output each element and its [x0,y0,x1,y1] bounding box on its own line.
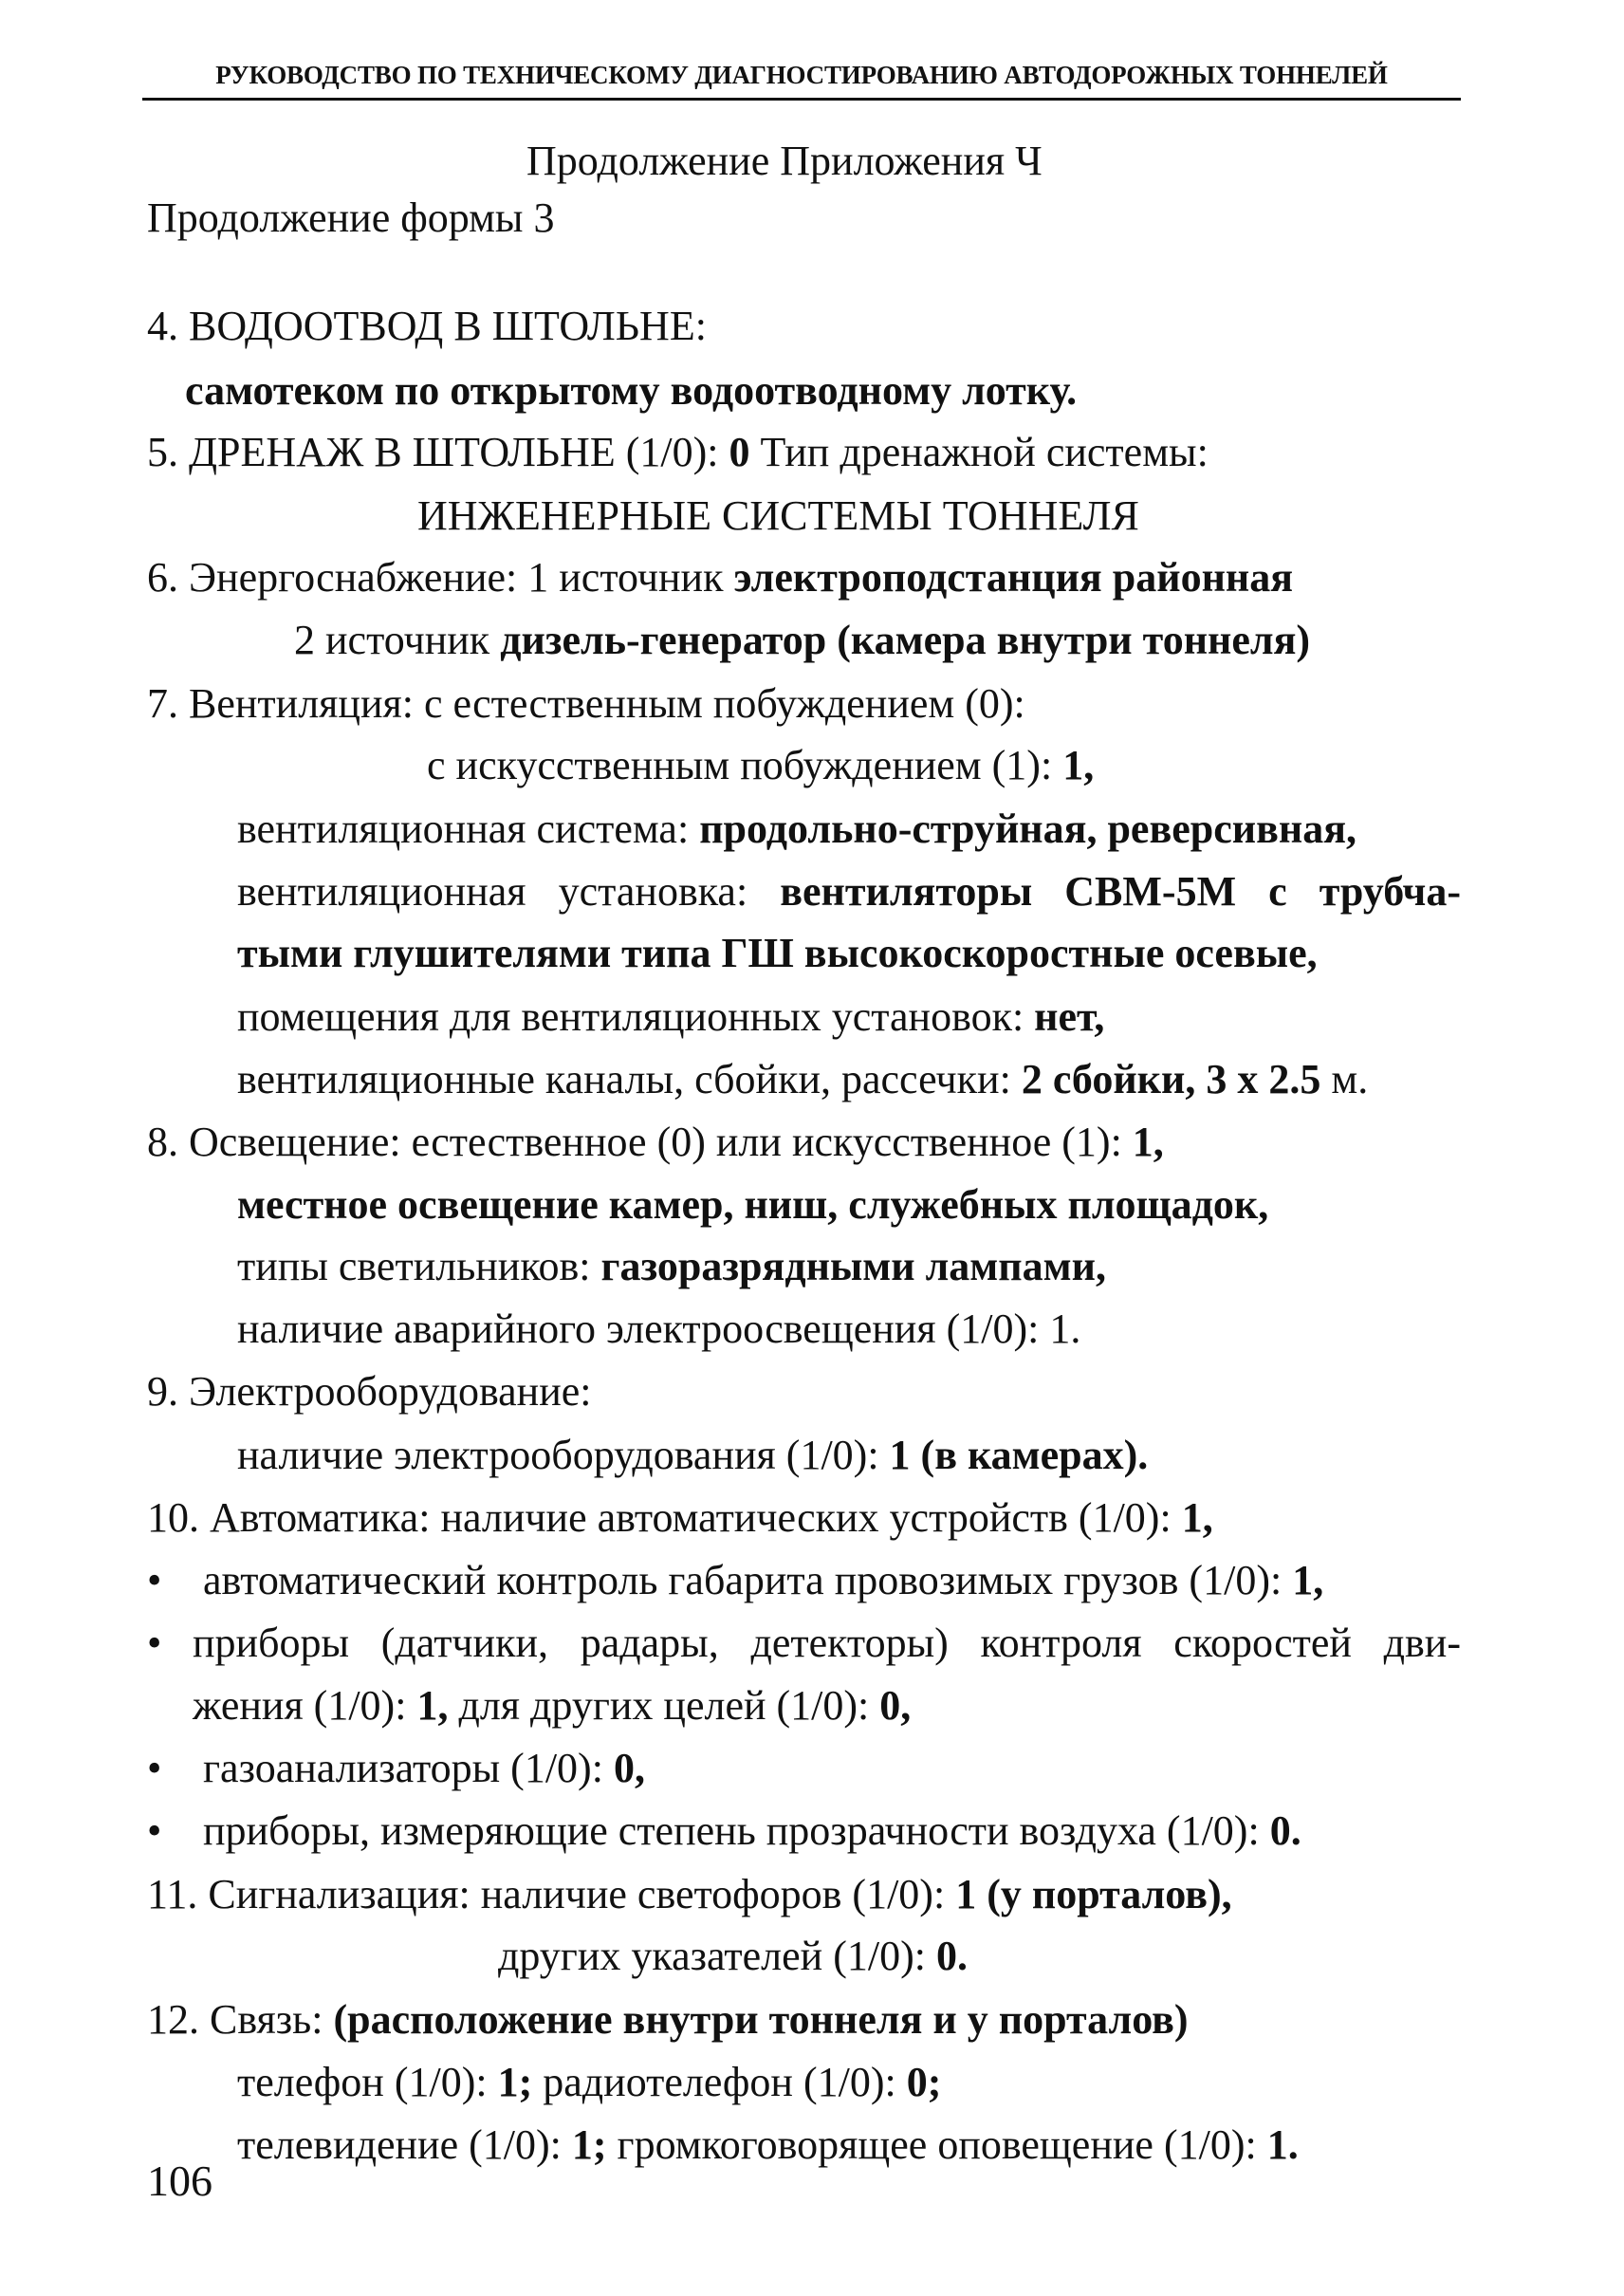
section-7-channels-unit: м. [1320,1056,1369,1102]
section-10-bullet-2-cont [193,1682,912,1729]
section-12-radio-label: радиотелефон (1/0): [532,2059,907,2105]
section-4-value: самотеком по открытому водоотводному лотку. [185,367,1078,414]
section-10-b2-value-1: 1, [416,1682,449,1729]
section-7-install-value-2: тыми глушителями типа ГШ высокоскоростные осевые, [237,930,1318,976]
header-rule [142,98,1461,101]
page-number: 106 [147,2157,212,2205]
section-7-channels [237,1056,1369,1102]
section-9-presence-value: 1 (в камерах). [889,1432,1149,1478]
section-5-value: 0 [729,429,750,475]
running-header: РУКОВОДСТВО ПО ТЕХНИЧЕСКОМУ ДИАГНОСТИРОВАНИЮ АВТОДОРОЖНЫХ ТОННЕЛЕЙ [215,61,1388,89]
section-8-lamps [237,1243,1106,1289]
section-10-b3-value: 0, [613,1745,645,1791]
section-10-b1-value: 1, [1292,1557,1324,1603]
section-7-forced-value: 1, [1062,742,1095,788]
section-10-label: 10. Автоматика: наличие автоматических устройств (1/0): [147,1494,1182,1541]
section-12-tv-label: телевидение (1/0): [237,2121,572,2168]
section-7-label: 7. Вентиляция: с естественным побуждением (0): [147,680,1025,727]
section-4-label: 4. ВОДООТВОД В ШТОЛЬНЕ: [147,303,707,349]
section-8-label: 8. Освещение: естественное (0) или искусственное (1): [147,1119,1133,1165]
section-11-other-label: других указателей (1/0): [498,1933,936,1979]
section-12-label: 12. Связь: [147,1996,334,2043]
section-7-install-value-1: вентиляторы СВМ-5М с трубча- [780,868,1461,915]
section-10-b2-label: жения (1/0): [193,1682,417,1729]
section-12-pa-label: громкоговорящее оповещение (1/0): [606,2121,1267,2168]
section-10-bullet-4 [147,1807,1301,1854]
section-7-system-value: продольно-струйная, реверсивная, [699,805,1357,852]
section-7-system [237,805,1357,852]
section-12-phone-value: 1; [497,2059,533,2105]
section-10-line [147,1494,1213,1541]
section-7-forced-label: с искусственным побуждением (1): [427,742,1063,788]
section-8-local: местное освещение камер, ниш, служебных площадок, [237,1181,1269,1228]
section-7-install-1 [237,868,1461,915]
section-7-install-label: вентиляционная установка: [237,868,781,915]
section-8-lamps-label: типы светильников: [237,1243,601,1289]
section-10-b4-value: 0. [1269,1807,1301,1854]
appendix-continuation: Продолжение Приложения Ч [526,138,1043,184]
section-10-b2-value-2: 0, [879,1682,912,1729]
section-7-channels-label: вентиляционные каналы, сбойки, рассечки: [237,1056,1022,1102]
section-8-value: 1, [1132,1119,1164,1165]
section-7-rooms-value: нет, [1034,993,1105,1040]
section-5-rest: Тип дренажной системы: [749,429,1209,475]
section-12-radio-value: 0; [906,2059,942,2105]
section-10-bullet-1 [147,1557,1324,1603]
section-7-rooms [237,993,1105,1040]
section-10-b4-label: приборы, измеряющие степень прозрачности воздуха (1/0): [203,1807,1270,1854]
section-10-value: 1, [1181,1494,1213,1541]
section-10-bullet-2: • приборы (датчики, радары, детекторы) контроля скоростей дви- [147,1622,1461,1664]
section-5-line [147,429,1209,475]
section-11-other-value: 0. [935,1933,968,1979]
section-11-line [147,1871,1232,1917]
section-9-presence [237,1432,1149,1478]
section-5-label: 5. ДРЕНАЖ В ШТОЛЬНЕ (1/0): [147,429,729,475]
section-10-b3-label: газоанализаторы (1/0): [203,1745,614,1791]
section-10-bullet-3 [147,1745,645,1791]
section-12-value: (расположение внутри тоннеля и у порталов) [333,1996,1189,2043]
section-8-lamps-value: газоразрядными лампами, [600,1243,1106,1289]
section-7-channels-value: 2 сбойки, 3 х 2.5 [1021,1056,1321,1102]
section-8-emergency: наличие аварийного электроосвещения (1/0): 1. [237,1305,1081,1352]
section-6-line-2 [294,617,1311,663]
section-6-value-1: электроподстанция районная [733,554,1294,601]
section-12-line [147,1996,1189,2043]
form-continuation: Продолжение формы 3 [147,194,555,241]
section-12-tv [237,2121,1299,2168]
section-7-forced [427,742,1095,788]
section-11-label: 11. Сигнализация: наличие светофоров (1/0): [147,1871,956,1917]
section-10-b2-mid: для других целей (1/0): [448,1682,880,1729]
section-7-rooms-label: помещения для вентиляционных установок: [237,993,1035,1040]
section-12-phone [237,2059,942,2105]
section-9-label: 9. Электрооборудование: [147,1368,592,1415]
section-7-system-label: вентиляционная система: [237,805,700,852]
section-10-b1-label: автоматический контроль габарита провозимых грузов (1/0): [203,1557,1293,1603]
section-11-other [498,1935,968,1977]
section-12-tv-value: 1; [571,2121,607,2168]
section-9-presence-label: наличие электрооборудования (1/0): [237,1432,890,1478]
section-6-label: 6. Энергоснабжение: 1 источник [147,554,734,601]
section-12-pa-value: 1. [1266,2121,1299,2168]
section-11-value: 1 (у порталов), [955,1871,1232,1917]
section-6-value-2: дизель-генератор (камера внутри тоннеля) [500,617,1311,663]
section-12-phone-label: телефон (1/0): [237,2059,498,2105]
section-6-line-1 [147,554,1294,601]
section-6-label-2: 2 источник [294,617,501,663]
section-title: ИНЖЕНЕРНЫЕ СИСТЕМЫ ТОННЕЛЯ [417,492,1139,539]
section-8-line [147,1121,1164,1163]
